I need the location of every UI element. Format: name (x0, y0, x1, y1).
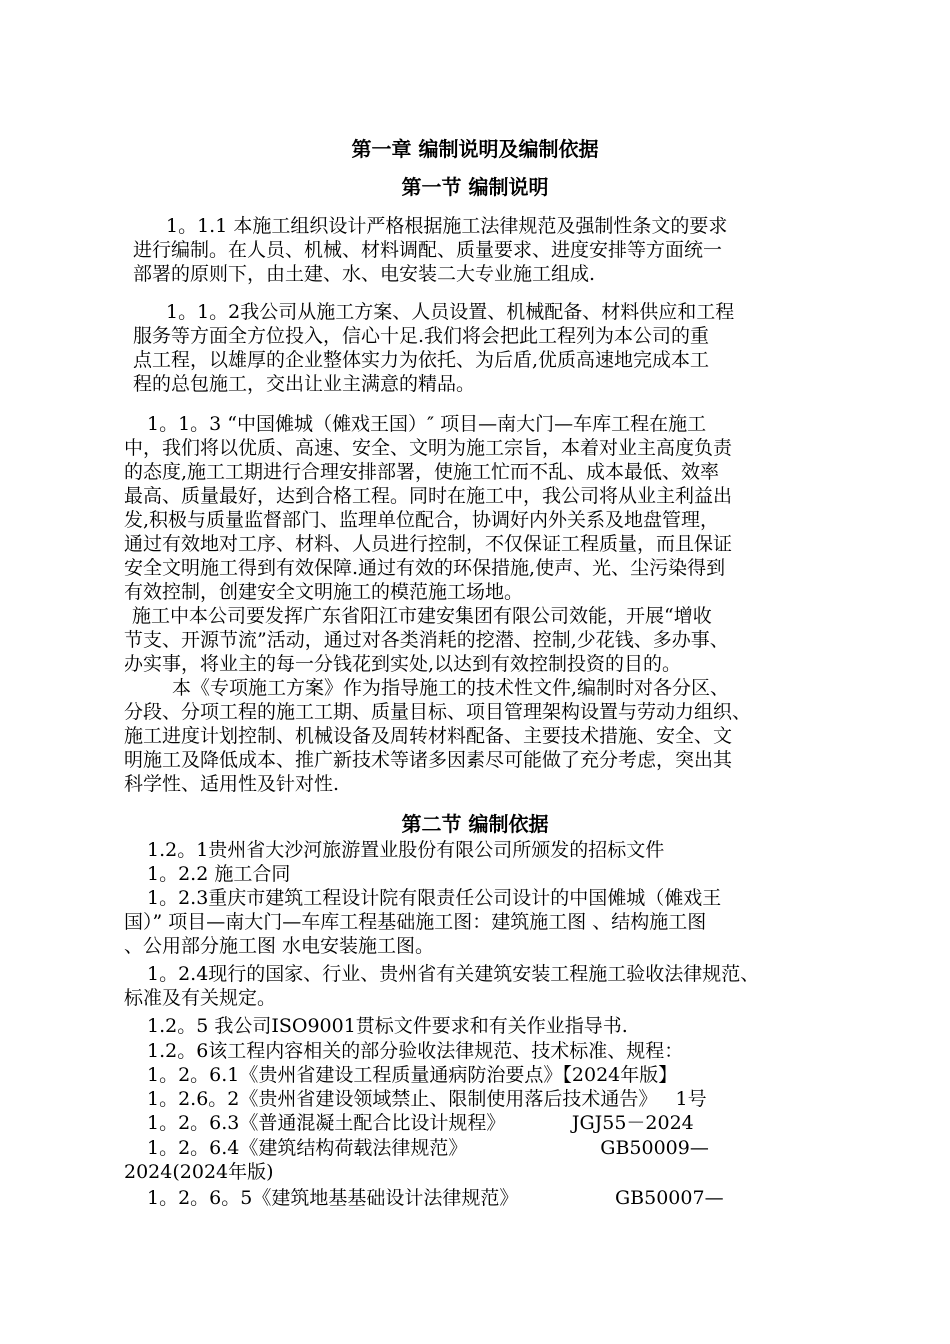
paragraph-line: 发,积极与质量监督部门、监理单位配合，协调好内外关系及地盘管理， (124, 509, 720, 531)
paragraph-line: 1。2.3重庆市建筑工程设计院有限责任公司设计的中国傩城（傩戏王 (147, 887, 722, 909)
section-title-1: 第一节 编制说明 (401, 175, 549, 199)
paragraph-line: 1。2.2 施工合同 (147, 863, 291, 885)
paragraph-line: 最高、质量最好，达到合格工程。同时在施工中，我公司将从业主利益出 (124, 485, 733, 507)
paragraph-line: 标准及有关规定。 (124, 987, 277, 1009)
paragraph-line: 通过有效地对工序、材料、人员进行控制，不仅保证工程质量，而且保证 (124, 533, 733, 555)
paragraph-line: 1。2.4现行的国家、行业、贵州省有关建筑安装工程施工验收法律规范、 (147, 963, 760, 985)
paragraph-line: 进行编制。在人员、机械、材料调配、质量要求、进度安排等方面统一 (133, 239, 723, 261)
paragraph-line: 办实事，将业主的每一分钱花到实处,以达到有效控制投资的目的。 (124, 653, 682, 675)
paragraph-line: 1。2。6。5《建筑地基基础设计法律规范》 GB50007— (147, 1187, 724, 1209)
paragraph-line: 有效控制，创建安全文明施工的模范施工场地。 (124, 581, 524, 603)
paragraph-line: 本《专项施工方案》作为指导施工的技术性文件,编制时对各分区、 (172, 677, 730, 699)
paragraph-line: 科学性、适用性及针对性. (124, 773, 340, 795)
paragraph-line: 分段、分项工程的施工工期、质量目标、项目管理架构设置与劳动力组织、 (124, 701, 752, 723)
paragraph-line: 施工进度计划控制、机械设备及周转材料配备、主要技术措施、安全、文 (124, 725, 733, 747)
paragraph-line: 、公用部分施工图 水电安装施工图。 (124, 935, 435, 957)
paragraph-line: 程的总包施工，交出让业主满意的精品。 (133, 373, 476, 395)
section-title-2: 第二节 编制依据 (401, 812, 549, 836)
paragraph-line: 服务等方面全方位投入，信心十足.我们将会把此工程列为本公司的重 (133, 325, 710, 347)
paragraph-line: 国）” 项目—南大门—车库工程基础施工图：建筑施工图 、结构施工图 (124, 911, 707, 933)
paragraph-line: 1。1。2我公司从施工方案、人员设置、机械配备、材料供应和工程 (166, 301, 735, 323)
chapter-title: 第一章 编制说明及编制依据 (351, 137, 599, 161)
paragraph-line: 中，我们将以优质、高速、安全、文明为施工宗旨，本着对业主高度负责 (124, 437, 733, 459)
paragraph-line: 2024(2024年版) (124, 1161, 274, 1183)
paragraph-line: 节支、开源节流”活动，通过对各类消耗的挖潜、控制,少花钱、多办事、 (124, 629, 729, 651)
paragraph-line: 1。2。6.1《贵州省建设工程质量通病防治要点》【2024年版】 (147, 1064, 678, 1086)
paragraph-line: 1.2。5 我公司ISO9001贯标文件要求和有关作业指导书. (147, 1015, 628, 1037)
paragraph-line: 1。1.1 本施工组织设计严格根据施工法律规范及强制性条文的要求 (166, 215, 728, 237)
paragraph-line: 1.2。6该工程内容相关的部分验收法律规范、技术标准、规程： (147, 1040, 684, 1062)
paragraph-line: 点工程，以雄厚的企业整体实力为依托、为后盾,优质高速地完成本工 (133, 349, 710, 371)
paragraph-line: 明施工及降低成本、推广新技术等诸多因素尽可能做了充分考虑，突出其 (124, 749, 733, 771)
paragraph-line: 安全文明施工得到有效保障.通过有效的环保措施,使声、光、尘污染得到 (124, 557, 726, 579)
paragraph-line: 的态度,施工工期进行合理安排部署，使施工忙而不乱、成本最低、效率 (124, 461, 720, 483)
paragraph-line: 1。2.6。2《贵州省建设领域禁止、限制使用落后技术通告》 1号 (147, 1088, 707, 1110)
paragraph-line: 1。2。6.4《建筑结构荷载法律规范》 GB50009— (147, 1137, 709, 1159)
paragraph-line: 1.2。1贵州省大沙河旅游置业股份有限公司所颁发的招标文件 (147, 839, 665, 861)
paragraph-line: 部署的原则下，由土建、水、电安装二大专业施工组成. (133, 263, 596, 285)
paragraph-line: 1。2。6.3《普通混凝土配合比设计规程》 JGJ55－2024 (147, 1112, 694, 1134)
paragraph-line: 1。1。3 “中国傩城（傩戏王国）″ 项目—南大门—车库工程在施工 (147, 413, 707, 435)
paragraph-line: 施工中本公司要发挥广东省阳江市建安集团有限公司效能，开展“增收 (132, 605, 712, 627)
